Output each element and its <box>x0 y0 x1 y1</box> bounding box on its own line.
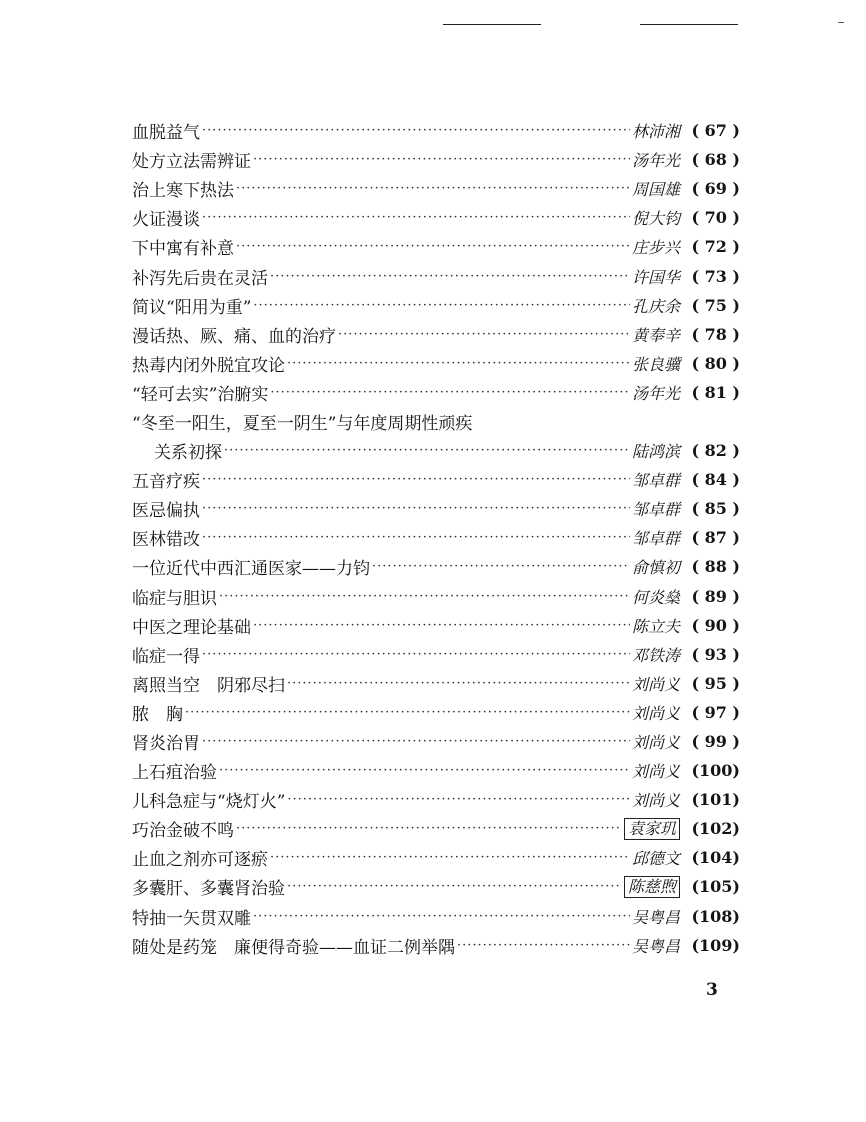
entry-title: 离照当空 阴邪尽扫 <box>132 675 285 696</box>
dot-leader <box>236 240 630 253</box>
entry-title: 血脱益气 <box>132 123 200 144</box>
entry-author: 林沛湘 <box>631 122 680 142</box>
entry-title: 脓 胸 <box>132 704 183 725</box>
toc-entry <box>132 611 740 640</box>
dot-leader <box>372 560 630 573</box>
toc-entry <box>132 145 740 174</box>
entry-title: 火证漫谈 <box>132 210 200 231</box>
entry-page: (102) <box>691 819 740 839</box>
entry-author: 倪大钧 <box>631 209 680 229</box>
entry-page: ( 93 ) <box>691 644 740 664</box>
entry-title: 巧治金破不鸣 <box>132 821 234 842</box>
dot-leader <box>202 735 630 748</box>
toc-entry <box>132 756 740 785</box>
toc-entry <box>132 814 740 843</box>
entry-author: 刘尚义 <box>631 703 680 723</box>
entry-author: 刘尚义 <box>631 733 680 753</box>
toc-entry <box>132 378 740 407</box>
entry-author: 吴粤昌 <box>631 907 680 927</box>
toc-entry <box>132 261 740 290</box>
entry-page: ( 90 ) <box>691 615 740 635</box>
toc-entry <box>132 843 740 872</box>
entry-page: (105) <box>691 877 740 897</box>
entry-title: 特抽一矢贯双雕 <box>132 908 251 929</box>
entry-page: ( 95 ) <box>691 673 740 693</box>
toc-entry <box>132 291 740 320</box>
toc-entry <box>132 116 740 145</box>
dot-leader <box>253 910 630 923</box>
toc-entry <box>132 232 740 261</box>
entry-page: (108) <box>691 906 740 926</box>
toc-entry <box>132 931 740 960</box>
dot-leader <box>287 677 630 690</box>
dot-leader <box>219 590 630 603</box>
toc-entry <box>132 785 740 814</box>
entry-author: 张良骥 <box>631 354 680 374</box>
dot-leader <box>270 270 630 283</box>
dot-leader <box>202 531 630 544</box>
entry-author: 俞慎初 <box>631 558 680 578</box>
entry-title: 热毒内闭外脱宜攻论 <box>132 355 285 376</box>
toc-entry <box>132 640 740 669</box>
entry-title: 治上寒下热法 <box>132 181 234 202</box>
entry-author: 许国华 <box>631 267 680 287</box>
dot-leader <box>236 182 630 195</box>
entry-page: ( 75 ) <box>691 295 740 315</box>
dot-leader <box>253 153 630 166</box>
dot-leader <box>202 124 630 137</box>
toc-entry <box>132 727 740 756</box>
header-rule-left <box>443 24 541 25</box>
entry-page: (104) <box>691 848 740 868</box>
entry-page: ( 78 ) <box>691 324 740 344</box>
entry-title: 简议“阳用为重” <box>132 297 252 318</box>
entry-author: 刘尚义 <box>631 674 680 694</box>
dot-leader <box>338 328 630 341</box>
entry-page: (101) <box>691 790 740 810</box>
header-rule-right <box>640 24 738 25</box>
toc-entry <box>132 872 740 901</box>
dot-leader <box>270 851 630 864</box>
entry-author: 邓铁涛 <box>631 645 680 665</box>
entry-author: 汤年光 <box>631 151 680 171</box>
entry-page: ( 68 ) <box>691 150 740 170</box>
page-number: 3 <box>706 980 718 1000</box>
toc-entry <box>132 349 740 378</box>
dot-leader <box>236 822 622 835</box>
entry-page: ( 87 ) <box>691 528 740 548</box>
entry-title: 医忌偏执 <box>132 501 200 522</box>
entry-author: 邹卓群 <box>631 529 680 549</box>
entry-title: 随处是药笼 廉便得奇验——血证二例举隅 <box>132 937 455 958</box>
toc-entry-continuation <box>132 436 740 465</box>
dot-leader <box>202 648 630 661</box>
dot-leader <box>202 473 630 486</box>
toc-entry <box>132 523 740 552</box>
entry-page: ( 81 ) <box>691 382 740 402</box>
entry-page: ( 97 ) <box>691 702 740 722</box>
toc-entry <box>132 465 740 494</box>
entry-page: ( 88 ) <box>691 557 740 577</box>
entry-title: 处方立法需辨证 <box>132 152 251 173</box>
entry-author: 邹卓群 <box>631 471 680 491</box>
entry-page: (109) <box>691 935 740 955</box>
toc-entry <box>132 174 740 203</box>
entry-author: 刘尚义 <box>631 762 680 782</box>
entry-author-boxed: 陈慈煦 <box>624 876 680 898</box>
entry-author: 庄步兴 <box>631 238 680 258</box>
toc-entry <box>132 582 740 611</box>
dot-leader <box>202 211 630 224</box>
entry-title: 一位近代中西汇通医家——力钧 <box>132 559 370 580</box>
dot-leader <box>270 386 630 399</box>
entry-title: “轻可去实”治腑实 <box>132 384 269 405</box>
entry-author: 陈立夫 <box>631 616 680 636</box>
corner-mark <box>838 22 844 23</box>
entry-page: (100) <box>691 761 740 781</box>
toc-entry <box>132 203 740 232</box>
table-of-contents <box>132 116 740 960</box>
dot-leader <box>287 793 630 806</box>
entry-page: ( 67 ) <box>691 121 740 141</box>
entry-author: 陆鸿滨 <box>631 442 680 462</box>
entry-title: 止血之剂亦可逐瘀 <box>132 850 268 871</box>
entry-page: ( 99 ) <box>691 732 740 752</box>
entry-author-boxed: 袁家玑 <box>624 818 680 840</box>
entry-title: 漫话热、厥、痛、血的治疗 <box>132 326 336 347</box>
entry-title: 多囊肝、多囊肾治验 <box>132 879 285 900</box>
toc-entry-first-line <box>132 407 740 436</box>
entry-title: 医林错改 <box>132 530 200 551</box>
entry-title: 临症一得 <box>132 646 200 667</box>
entry-page: ( 70 ) <box>691 208 740 228</box>
entry-author: 邱德文 <box>631 849 680 869</box>
entry-title: 下中寓有补意 <box>132 239 234 260</box>
dot-leader <box>253 299 630 312</box>
entry-title: “冬至一阳生，夏至一阴生”与年度周期性顽疾 <box>132 413 473 434</box>
entry-title: 五音疗疾 <box>132 472 200 493</box>
entry-author: 孔庆余 <box>631 296 680 316</box>
entry-title: 关系初探 <box>154 443 222 464</box>
entry-page: ( 89 ) <box>691 586 740 606</box>
entry-title: 肾炎治胃 <box>132 734 200 755</box>
dot-leader <box>287 357 630 370</box>
entry-page: ( 85 ) <box>691 499 740 519</box>
toc-entry <box>132 320 740 349</box>
entry-page: ( 72 ) <box>691 237 740 257</box>
dot-leader <box>224 444 630 457</box>
dot-leader <box>457 939 630 952</box>
entry-author: 刘尚义 <box>631 791 680 811</box>
entry-page: ( 82 ) <box>691 441 740 461</box>
entry-page: ( 84 ) <box>691 470 740 490</box>
entry-title: 上石疽治验 <box>132 763 217 784</box>
entry-author: 汤年光 <box>631 383 680 403</box>
entry-author: 邹卓群 <box>631 500 680 520</box>
entry-author: 周国雄 <box>631 180 680 200</box>
toc-entry <box>132 552 740 581</box>
entry-author: 何炎燊 <box>631 587 680 607</box>
dot-leader <box>219 764 630 777</box>
dot-leader <box>202 502 630 515</box>
dot-leader <box>253 619 630 632</box>
entry-title: 补泻先后贵在灵活 <box>132 268 268 289</box>
entry-author: 吴粤昌 <box>631 936 680 956</box>
toc-entry <box>132 669 740 698</box>
entry-title: 临症与胆识 <box>132 588 217 609</box>
toc-entry <box>132 902 740 931</box>
entry-author: 黄奉辛 <box>631 325 680 345</box>
entry-page: ( 69 ) <box>691 179 740 199</box>
entry-page: ( 80 ) <box>691 353 740 373</box>
dot-leader <box>287 880 622 893</box>
entry-page: ( 73 ) <box>691 266 740 286</box>
toc-entry <box>132 698 740 727</box>
entry-title: 儿科急症与“烧灯火” <box>132 792 286 813</box>
toc-entry <box>132 494 740 523</box>
entry-title: 中医之理论基础 <box>132 617 251 638</box>
dot-leader <box>185 706 630 719</box>
